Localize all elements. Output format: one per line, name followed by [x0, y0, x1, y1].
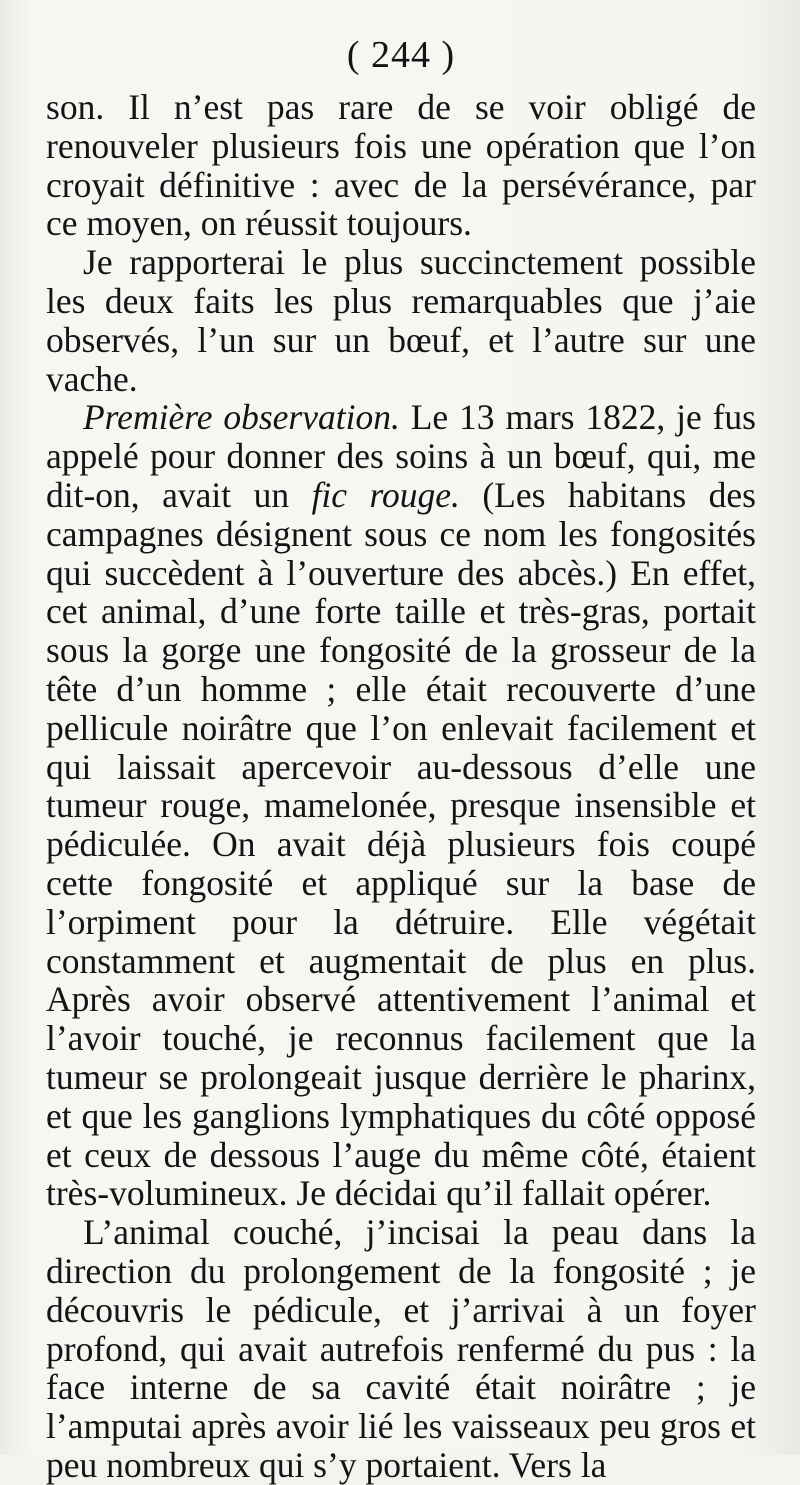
observation-heading: Première observation. [83, 397, 400, 438]
paragraph-continuation: son. Il n’est pas rare de se voir obligé de renouveler plusieurs fois une opération que l’on croyait définitive : avec de la persévérance, par ce moyen, on réussit toujours. [46, 87, 756, 244]
observation-text-b: (Les habitans des campagnes désignent sous ce nom les fongosités qui succèdent à l’ouverture des abcès.) En effet, cet animal, d’une forte taille et très-gras, portait sous la gorge une fongosité de la grosseur de la tête d’un homme ; elle était recouverte d’une pellicule noirâtre que l’on enlevait facilement et qui laissait apercevoir au-dessous d’elle une tumeur rouge, mamelonée, presque insensible et pédiculée. On avait déjà plusieurs fois coupé cette fongosité et appliqué sur la base de l’orpiment pour la détruire. Elle végétait constamment et augmentait de plus en plus. Après avoir observé attentivement l’animal et l’avoir touché, je reconnus facilement que la tumeur se prolongeait jusque derrière le pharinx, et que les ganglions lymphatiques du côté opposé et ceux de dessous l’auge du même côté, étaient très-volumineux. Je décidai qu’il fallait opérer. [46, 474, 756, 1214]
italic-term: fic rouge. [311, 474, 460, 515]
body-text [46, 88, 756, 1485]
paragraph-first-observation [46, 398, 756, 1213]
observation-text-a: Le 13 mars 1822, je fus appelé pour donner des soins à un bœuf, qui, me dit-on, avait un [46, 397, 756, 515]
paragraph-intro: Je rapporterai le plus succinctement possible les deux faits les plus remarquables que j’aie observés, l’un sur un bœuf, et l’autre sur une vache. [46, 242, 756, 399]
page-number: ( 244 ) [346, 34, 456, 76]
paragraph-operation: L’animal couché, j’incisai la peau dans la direction du prolongement de la fongosité ; je découvris le pédicule, et j’arrivai à un foyer profond, qui avait autrefois renfermé du pus : la face interne de sa cavité était noirâtre ; je l’amputai après avoir lié les vaisseaux peu gros et peu nombreux qui s’y portaient. Vers la [46, 1212, 756, 1485]
